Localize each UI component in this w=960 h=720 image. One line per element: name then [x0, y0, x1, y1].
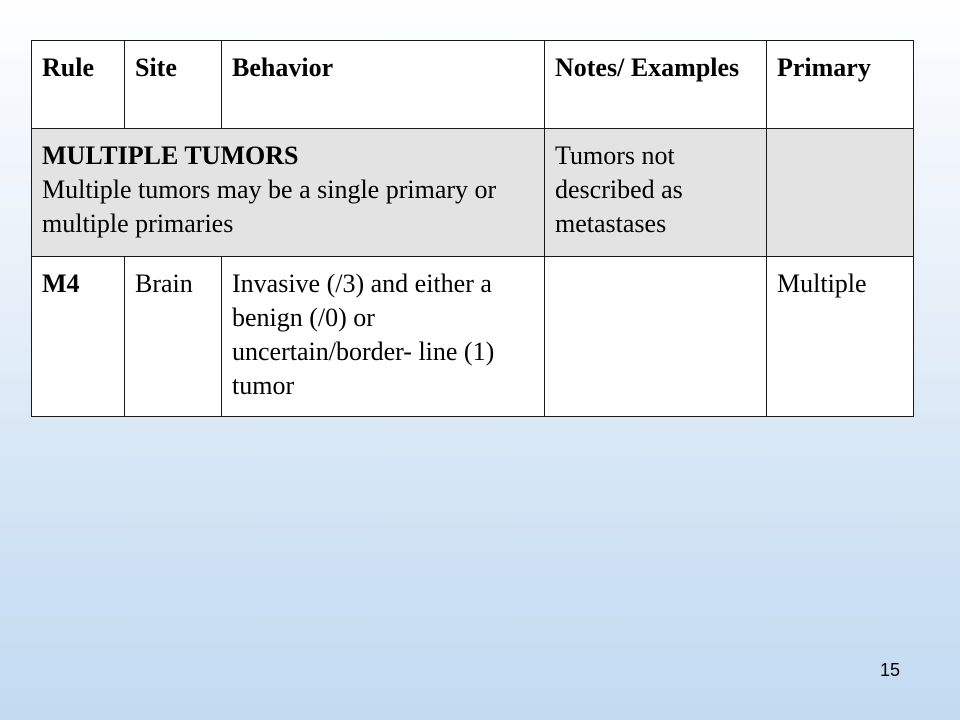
row-site: Brain: [125, 257, 222, 417]
row-rule: M4: [32, 257, 125, 417]
header-rule: Rule: [32, 41, 125, 129]
table-row: [32, 257, 914, 417]
section-cell: [32, 129, 545, 257]
rules-table: [31, 40, 914, 417]
header-site: Site: [125, 41, 222, 129]
section-description: Multiple tumors may be a single primary or multiple primaries: [42, 175, 497, 238]
header-behavior: Behavior: [222, 41, 545, 129]
page-number: 15: [879, 660, 900, 680]
row-notes: [545, 257, 767, 417]
header-notes-examples: Notes/ Examples: [545, 41, 767, 129]
table-header-row: [32, 41, 914, 129]
header-primary: Primary: [767, 41, 914, 129]
section-primary: [767, 129, 914, 257]
row-primary: Multiple: [767, 257, 914, 417]
section-notes: Tumors not described as metastases: [545, 129, 767, 257]
section-title: MULTIPLE TUMORS: [42, 141, 299, 170]
section-row-multiple-tumors: [32, 129, 914, 257]
row-behavior: Invasive (/3) and either a benign (/0) or uncertain/border- line (1) tumor: [222, 257, 545, 417]
